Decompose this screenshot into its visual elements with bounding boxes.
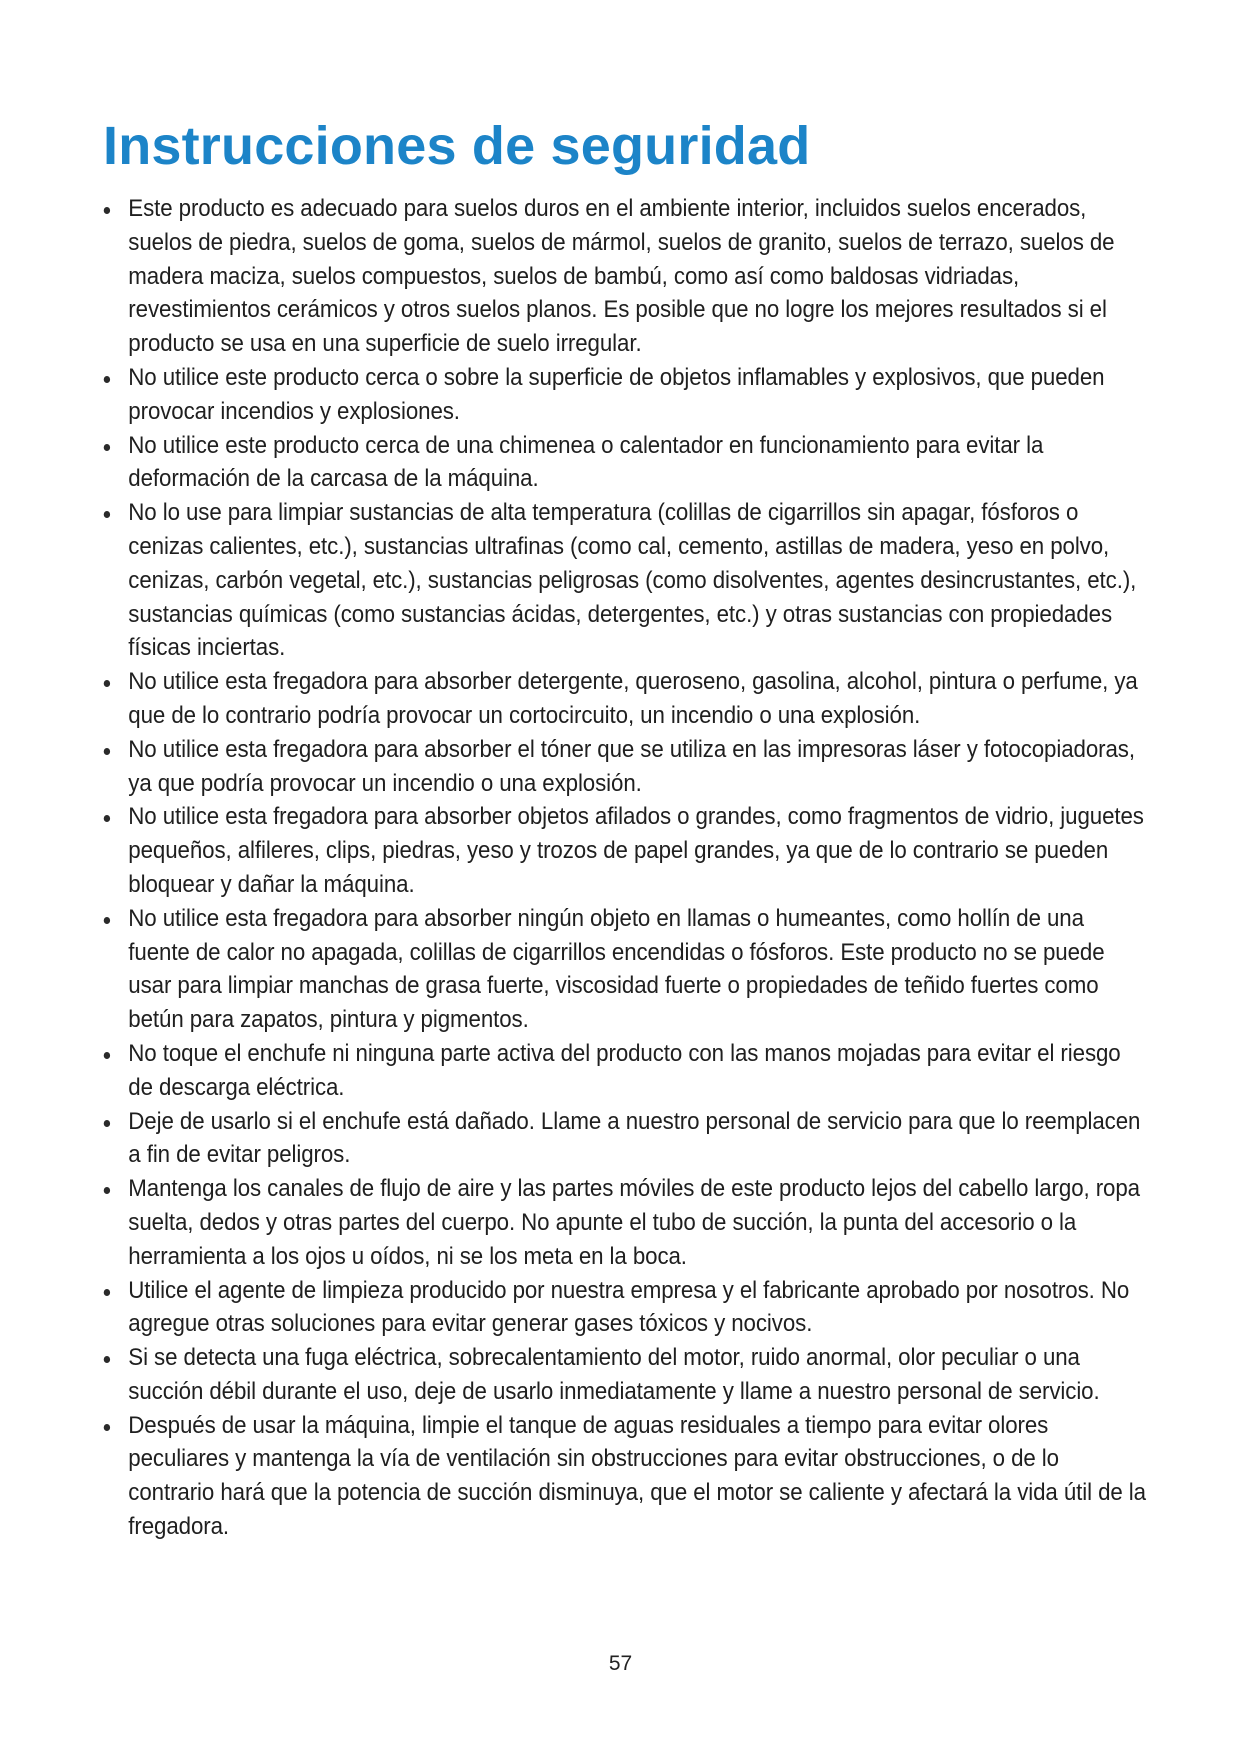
bullet-icon [104, 444, 110, 451]
bullet-icon [104, 376, 110, 383]
list-item-text: No utilice este producto cerca de una chimenea o calentador en funcionamiento para evitar la deformación de la carcasa de la máquina. [128, 431, 1044, 493]
list-item [101, 1172, 1148, 1273]
list-item-text: No utilice esta fregadora para absorber detergente, queroseno, gasolina, alcohol, pintura o perfume, ya que de lo contrario podría provocar un cortocircuito, un incendio o una explosión. [128, 668, 1138, 729]
bullet-icon [104, 917, 110, 924]
bullet-icon [104, 748, 110, 755]
list-item [101, 496, 1148, 665]
list-item-text: Deje de usarlo si el enchufe está dañado. Llame a nuestro personal de servicio para que lo reemplacen a fin de evitar peligros. [128, 1107, 1141, 1169]
list-item-text: No lo use para limpiar sustancias de alta temperatura (colillas de cigarrillos sin apagar, fósforos o cenizas calientes, etc.), sustancias ultrafinas (como cal, cemento, astillas de madera, yeso en polvo, cenizas, carbón vegetal, etc.), sustancias peligrosas (como disolventes, agentes desincrustantes, etc.), sustancias químicas (como sustancias ácidas, detergentes, etc.) y otras sustancias con propiedades físicas inciertas. [128, 499, 1137, 662]
list-item [101, 665, 1148, 733]
bullet-icon [104, 1356, 110, 1363]
list-item-text: Utilice el agente de limpieza producido por nuestra empresa y el fabricante aprobado por nosotros. No agregue otras soluciones para evitar generar gases tóxicos y nocivos. [128, 1276, 1130, 1338]
list-item [101, 361, 1148, 429]
list-item-text: No utilice este producto cerca o sobre la superficie de objetos inflamables y explosivos, que pueden provocar incendios y explosiones. [128, 363, 1105, 425]
list-item-text: Mantenga los canales de flujo de aire y las partes móviles de este producto lejos del cabello largo, ropa suelta, dedos y otras partes del cuerpo. No apunte el tubo de succión, la punta del accesorio o la herramienta a los ojos u oídos, ni se los meta en la boca. [128, 1175, 1140, 1270]
bullet-icon [104, 511, 110, 518]
bullet-icon [104, 1289, 110, 1296]
safety-instructions-list [101, 192, 1161, 1544]
list-item [101, 1105, 1148, 1173]
list-item-text: No utilice esta fregadora para absorber el tóner que se utiliza en las impresoras láser y fotocopiadoras, ya que podría provocar un incendio o una explosión. [128, 735, 1135, 797]
list-item [101, 902, 1148, 1037]
bullet-icon [104, 1052, 110, 1059]
list-item-text: Después de usar la máquina, limpie el tanque de aguas residuales a tiempo para evitar olores peculiares y mantenga la vía de ventilación sin obstrucciones para evitar obstrucciones, o de lo contrario hará que la potencia de succión disminuya, que el motor se caliente y afectará la vida útil de la fregadora. [128, 1411, 1146, 1541]
page-number: 57 [608, 1652, 633, 1675]
list-item [101, 1409, 1148, 1544]
bullet-icon [104, 815, 110, 822]
list-item [101, 733, 1148, 801]
page-title: Instrucciones de seguridad [103, 116, 811, 176]
list-item [101, 1341, 1148, 1409]
bullet-icon [104, 1187, 110, 1194]
list-item-text: No toque el enchufe ni ninguna parte activa del producto con las manos mojadas para evitar el riesgo de descarga eléctrica. [128, 1039, 1121, 1101]
bullet-icon [104, 1120, 110, 1127]
list-item [101, 192, 1148, 361]
list-item [101, 800, 1148, 901]
list-item [101, 1274, 1148, 1342]
bullet-icon [104, 680, 110, 687]
list-item-text: Si se detecta una fuga eléctrica, sobrecalentamiento del motor, ruido anormal, olor peculiar o una succión débil durante el uso, deje de usarlo inmediatamente y llame a nuestro personal de servicio. [128, 1344, 1100, 1405]
list-item-text: No utilice esta fregadora para absorber ningún objeto en llamas o humeantes, como hollín de una fuente de calor no apagada, colillas de cigarrillos encendidas o fósforos. Este producto no se puede usar para limpiar manchas de grasa fuerte, viscosidad fuerte o propiedades de teñido fuertes como betún para zapatos, pintura y pigmentos. [128, 904, 1105, 1034]
list-item [101, 1037, 1148, 1105]
list-item-text: No utilice esta fregadora para absorber objetos afilados o grandes, como fragmentos de vidrio, juguetes pequeños, alfileres, clips, piedras, yeso y trozos de papel grandes, ya que de lo contrario se pueden bloquear y dañar la máquina. [128, 803, 1144, 898]
list-item [101, 429, 1148, 497]
bullet-icon [104, 207, 110, 214]
bullet-icon [104, 1424, 110, 1431]
list-item-text: Este producto es adecuado para suelos duros en el ambiente interior, incluidos suelos encerados, suelos de piedra, suelos de goma, suelos de mármol, suelos de granito, suelos de terrazo, suelos de madera maciza, suelos compuestos, suelos de bambú, como así como baldosas vidriadas, revestimientos cerámicos y otros suelos planos. Es posible que no logre los mejores resultados si el producto se usa en una superficie de suelo irregular. [128, 195, 1115, 358]
